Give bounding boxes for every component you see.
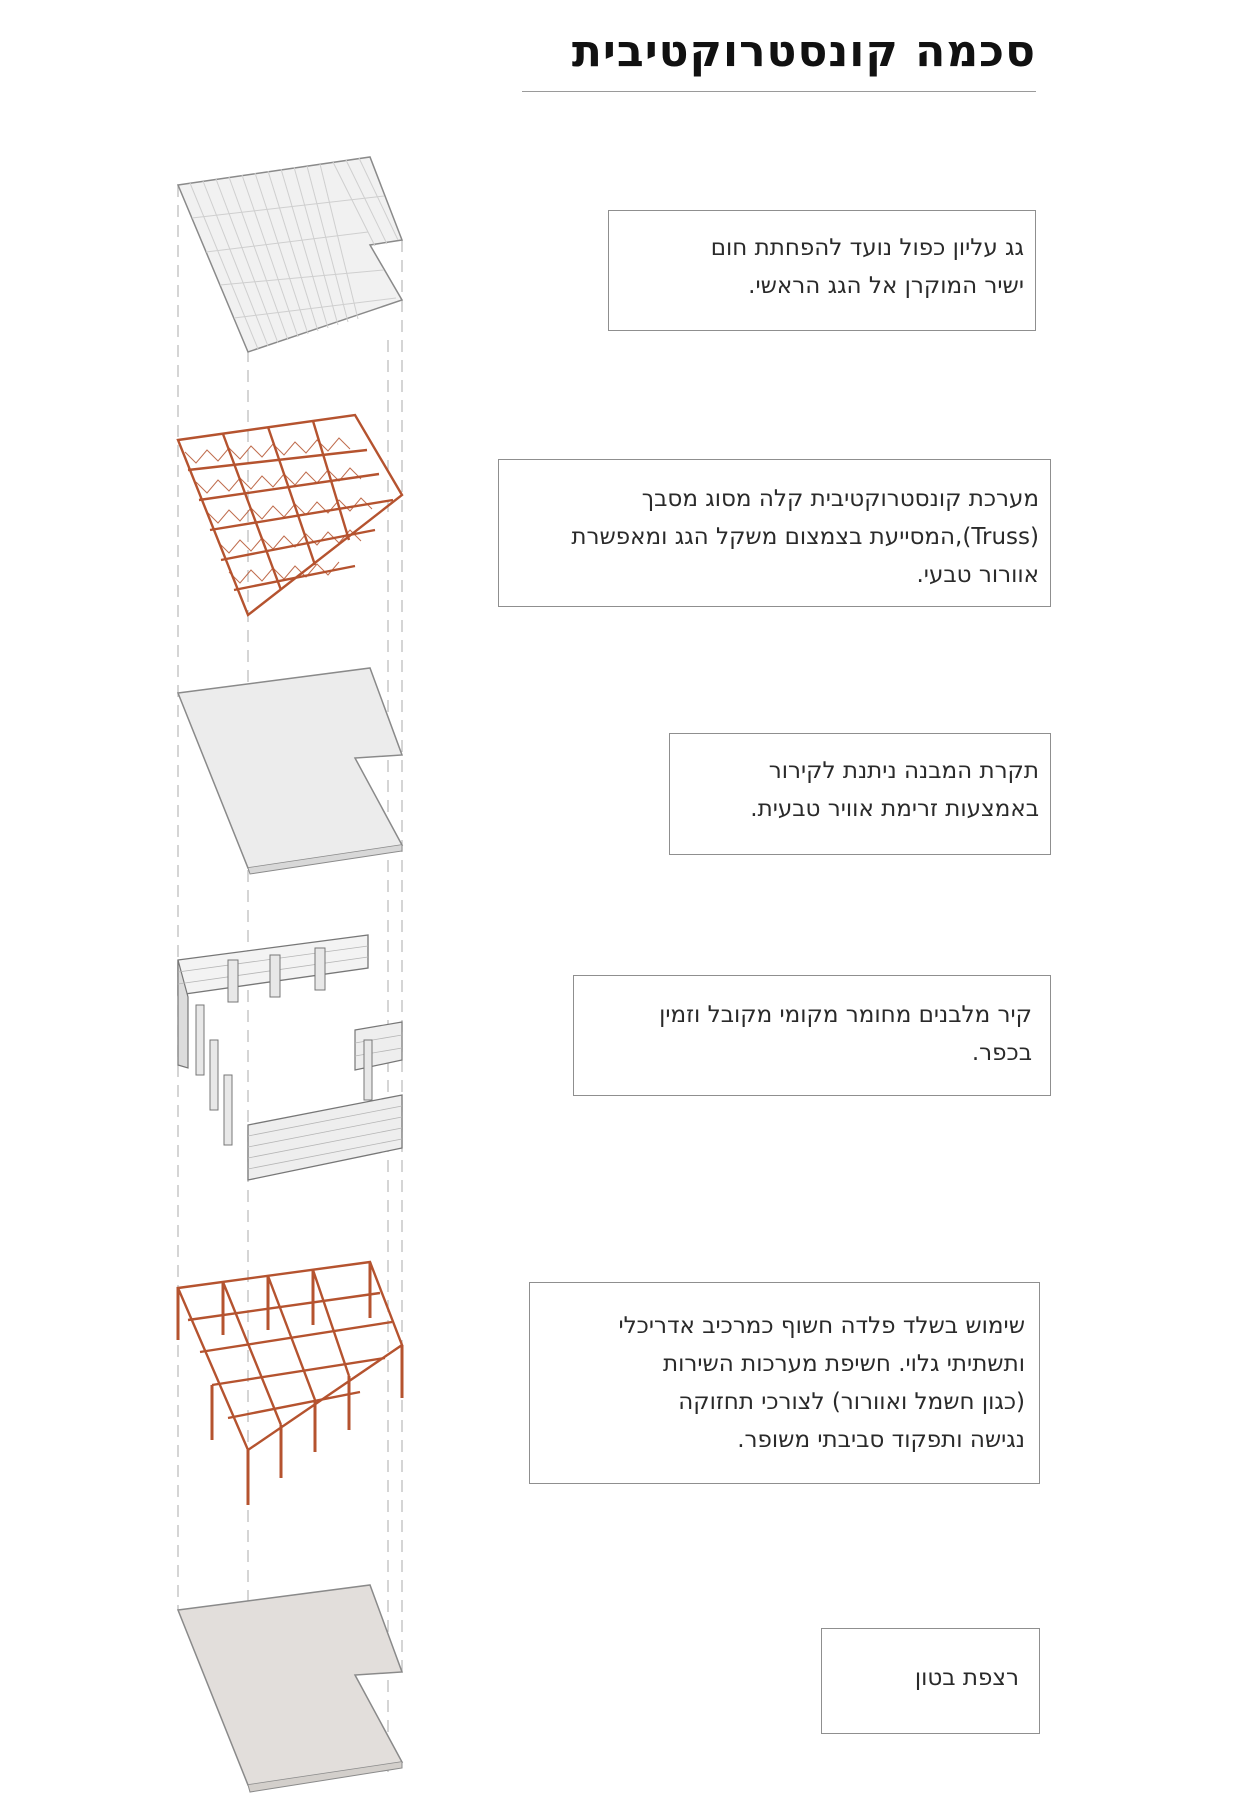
note-ceiling	[669, 733, 1051, 855]
note-line: שימוש בשלד פלדה חשוף כמרכיב אדריכלי	[618, 1313, 1025, 1339]
note-line: (Truss),המסייעת בצמצום משקל הגג ומאפשרת	[571, 524, 1039, 550]
note-steel-frame	[529, 1282, 1040, 1484]
note-line: תקרת המבנה ניתנת לקירור	[768, 758, 1039, 784]
concrete-floor-layer	[178, 1585, 402, 1792]
note-line: נגישה ותפקוד סביבתי משופר.	[737, 1427, 1025, 1453]
steel-frame-layer	[178, 1262, 402, 1505]
note-line: באמצעות זרימת אוויר טבעית.	[750, 796, 1039, 822]
note-line: גג עליון כפול נועד להפחתת חום	[710, 235, 1024, 261]
note-truss	[498, 459, 1051, 607]
note-line: בכפר.	[971, 1040, 1032, 1066]
note-line: רצפת בטון	[914, 1665, 1019, 1691]
note-concrete-floor	[821, 1628, 1040, 1734]
note-brick-wall	[573, 975, 1051, 1096]
note-line: אוורור טבעי.	[916, 562, 1039, 588]
note-line: ישיר המוקרן אל הגג הראשי.	[748, 273, 1024, 299]
note-line: ותשתיתי גלוי. חשיפת מערכות השירות	[662, 1351, 1025, 1377]
ceiling-layer	[178, 668, 402, 874]
note-line: קיר מלבנים מחומר מקומי מקובל וזמין	[659, 1002, 1032, 1028]
note-line: מערכת קונסטרוקטיבית קלה מסוג מסבך	[641, 486, 1039, 512]
page-title: סכמה קונסטרוקטיבית	[571, 26, 1036, 77]
brick-wall-layer	[178, 935, 402, 1180]
note-upper-roof	[608, 210, 1036, 331]
upper-roof-layer	[178, 157, 402, 352]
truss-layer	[178, 415, 402, 615]
note-line: (כגון חשמל ואוורור) לצורכי תחזוקה	[678, 1389, 1025, 1415]
